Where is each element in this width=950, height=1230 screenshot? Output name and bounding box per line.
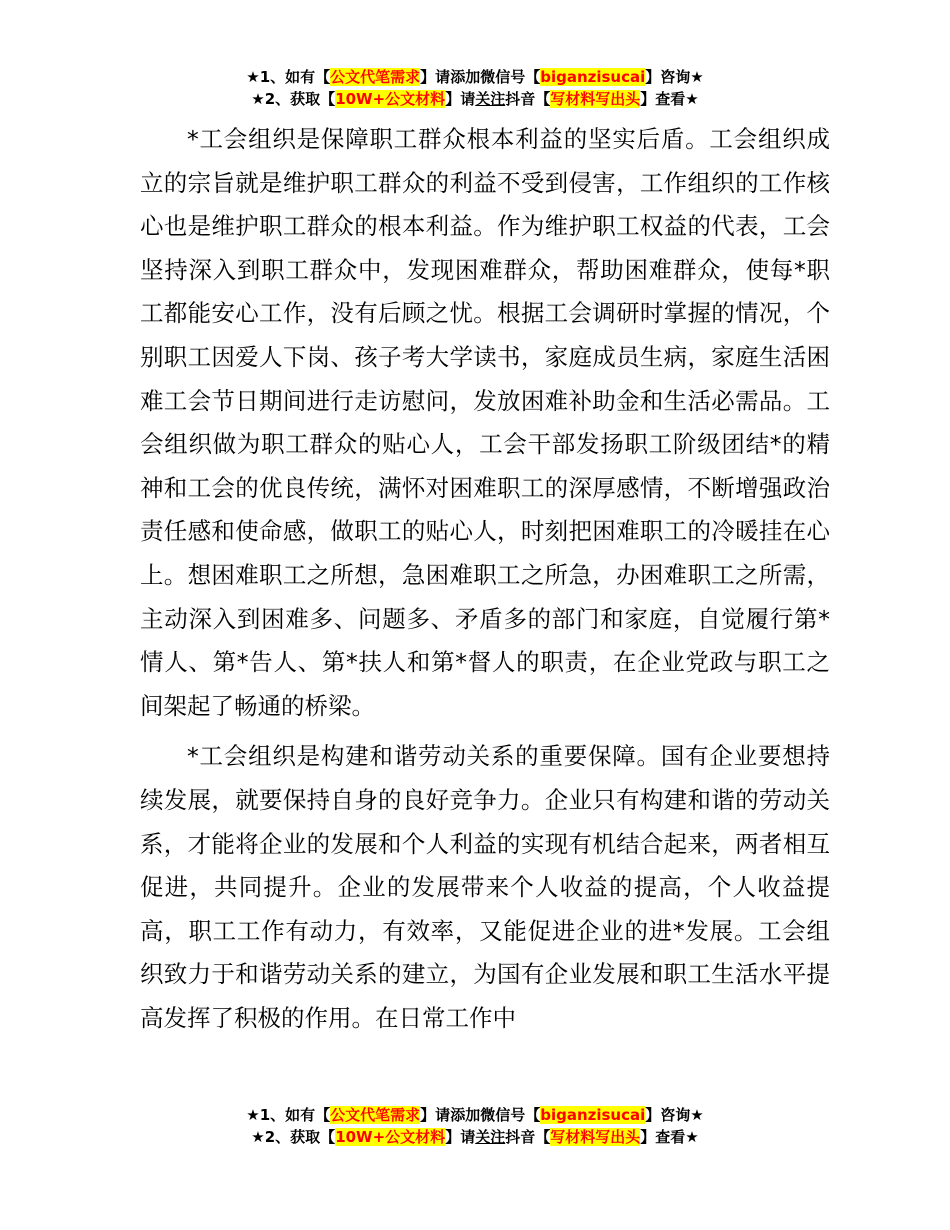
footer-line-2-prefix: ★2、获取【 — [251, 1128, 336, 1146]
ghostwriting-service-highlight: 公文代笔需求 — [330, 68, 421, 86]
footer-line-2-text: 】请 — [445, 1128, 476, 1146]
footer-line-2-text-2: 抖音【 — [505, 1128, 551, 1146]
document-body — [140, 118, 830, 1040]
body-paragraph-1: *工会组织是保障职工群众根本利益的坚实后盾。工会组织成立的宗旨就是维护职工群众的利益不受到侵害，工作组织的工作核心也是维护职工群众的根本利益。作为维护职工权益的代表，工会坚持深入到职工群众中，发现困难群众，帮助困难群众，使每*职工都能安心工作，没有后顾之忧。根据工会调研时掌握的情况，个别职工因爱人下岗、孩子考大学读书，家庭成员生病，家庭生活困难工会节日期间进行走访慰问，发放困难补助金和生活必需品。工会组织做为职工群众的贴心人，工会干部发扬职工阶级团结*的精神和工会的优良传统，满怀对困难职工的深厚感情，不断增强政治责任感和使命感，做职工的贴心人，时刻把困难职工的冷暖挂在心上。想困难职工之所想，急困难职工之所急，办困难职工之所需，主动深入到困难多、问题多、矛盾多的部门和家庭，自觉履行第*情人、第*告人、第*扶人和第*督人的职责，在企业党政与职工之间架起了畅通的桥梁。 — [140, 125, 830, 720]
header-line-2-text: 】请 — [445, 90, 476, 108]
footer-line-1-emphasis: 添加 — [450, 1106, 481, 1124]
footer-line-1 — [0, 1104, 950, 1126]
header-line-2-text-2: 抖音【 — [505, 90, 551, 108]
footer-line-2-emphasis: 关注 — [475, 1128, 506, 1146]
footer-line-2 — [0, 1126, 950, 1148]
footer-line-2-suffix: 】查看★ — [640, 1128, 699, 1146]
footer-wechat-id-highlight: biganzisucai — [540, 1106, 646, 1124]
header-line-1-text: 】请 — [420, 68, 451, 86]
header-line-1-suffix: 】咨询★ — [645, 68, 704, 86]
header-line-1-emphasis: 添加 — [450, 68, 481, 86]
footer-materials-offer-highlight: 10W+公文材料 — [335, 1128, 446, 1146]
header-line-1-prefix: ★1、如有【 — [246, 68, 331, 86]
footer-line-1-suffix: 】咨询★ — [645, 1106, 704, 1124]
footer-line-1-text-2: 微信号【 — [480, 1106, 541, 1124]
footer-line-1-text: 】请 — [420, 1106, 451, 1124]
header-banner — [0, 66, 950, 110]
header-line-1 — [0, 66, 950, 88]
footer-line-1-prefix: ★1、如有【 — [246, 1106, 331, 1124]
header-line-2-suffix: 】查看★ — [640, 90, 699, 108]
douyin-account-highlight: 写材料写出头 — [550, 90, 641, 108]
wechat-id-highlight: biganzisucai — [540, 68, 646, 86]
header-line-2 — [0, 88, 950, 110]
header-line-2-emphasis: 关注 — [475, 90, 506, 108]
footer-banner — [0, 1104, 950, 1148]
body-paragraph-2: *工会组织是构建和谐劳动关系的重要保障。国有企业要想持续发展，就要保持自身的良好竞争力。企业只有构建和谐的劳动关系，才能将企业的发展和个人利益的实现有机结合起来，两者相互促进，共同提升。企业的发展带来个人收益的提高，个人收益提高，职工工作有动力，有效率，又能促进企业的进*发展。工会组织致力于和谐劳动关系的建立，为国有企业发展和职工生活水平提高发挥了积极的作用。在日常工作中 — [140, 742, 830, 1032]
header-line-2-prefix: ★2、获取【 — [251, 90, 336, 108]
footer-douyin-account-highlight: 写材料写出头 — [550, 1128, 641, 1146]
materials-offer-highlight: 10W+公文材料 — [335, 90, 446, 108]
header-line-1-text-2: 微信号【 — [480, 68, 541, 86]
footer-ghostwriting-service-highlight: 公文代笔需求 — [330, 1106, 421, 1124]
